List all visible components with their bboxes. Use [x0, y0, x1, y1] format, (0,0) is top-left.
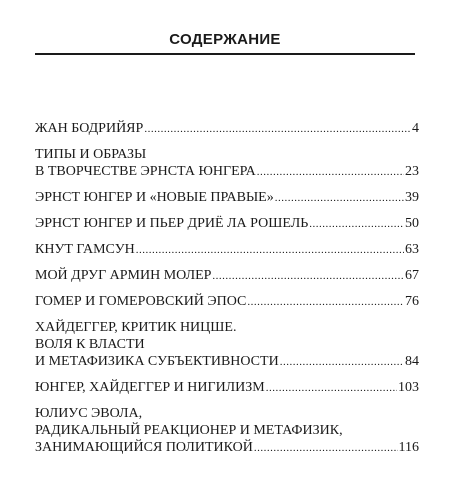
- toc-entry-title-line: В ТВОРЧЕСТВЕ ЭРНСТА ЮНГЕРА: [35, 164, 256, 179]
- toc-entry-title-line: КНУТ ГАМСУН: [35, 242, 135, 257]
- toc-entry-last-line: [35, 215, 419, 233]
- toc-entry-last-line: [35, 293, 419, 311]
- dot-leader: [309, 216, 404, 233]
- toc-entry-last-line: [35, 120, 419, 138]
- toc-entry-title-line: ТИПЫ И ОБРАЗЫ: [35, 147, 147, 162]
- toc-entry-last-line: [35, 189, 419, 207]
- dot-leader: [144, 121, 411, 138]
- toc-entry: [35, 293, 419, 311]
- dot-leader: [275, 190, 404, 207]
- toc-entry-title-line: ЭРНСТ ЮНГЕР И ПЬЕР ДРИЁ ЛА РОШЕЛЬ: [35, 216, 309, 231]
- page-title: СОДЕРЖАНИЕ: [169, 31, 281, 48]
- toc-entry: [35, 267, 419, 285]
- toc-entry-title-line: ЭРНСТ ЮНГЕР И «НОВЫЕ ПРАВЫЕ»: [35, 190, 274, 205]
- toc-entry-title-line: ХАЙДЕГГЕР, КРИТИК НИЦШЕ.: [35, 320, 237, 335]
- title-underline: [35, 53, 415, 55]
- toc-entry-last-line: [35, 163, 419, 181]
- toc-entry-title-line: ГОМЕР И ГОМЕРОВСКИЙ ЭПОС: [35, 294, 247, 309]
- toc-entry: [35, 189, 419, 207]
- toc-entry-title-line: РАДИКАЛЬНЫЙ РЕАКЦИОНЕР И МЕТАФИЗИК,: [35, 423, 343, 438]
- toc-page-number: 67: [405, 268, 419, 283]
- toc-page-number: 103: [398, 380, 419, 395]
- dot-leader: [136, 242, 404, 259]
- dot-leader: [257, 164, 404, 181]
- toc-entry-last-line: [35, 241, 419, 259]
- toc-page-number: 4: [412, 121, 419, 136]
- toc-page-number: 39: [405, 190, 419, 205]
- toc-entry-last-line: [35, 267, 419, 285]
- toc-page-number: 116: [398, 440, 419, 455]
- toc-entry-title-line: МОЙ ДРУГ АРМИН МОЛЕР: [35, 268, 212, 283]
- toc-page-number: 63: [405, 242, 419, 257]
- table-of-contents: [35, 120, 419, 465]
- toc-page-number: 84: [405, 354, 419, 369]
- toc-entry: [35, 241, 419, 259]
- toc-page-number: 23: [405, 164, 419, 179]
- toc-entry-title-line: И МЕТАФИЗИКА СУБЪЕКТИВНОСТИ: [35, 354, 279, 369]
- toc-entry: [35, 319, 419, 371]
- dot-leader: [266, 380, 397, 397]
- toc-entry-last-line: [35, 379, 419, 397]
- toc-entry: [35, 120, 419, 138]
- toc-page-number: 50: [405, 216, 419, 231]
- toc-entry-last-line: [35, 439, 419, 457]
- toc-entry-title-line: ЖАН БОДРИЙЯР: [35, 121, 144, 136]
- toc-entry: [35, 215, 419, 233]
- toc-entry-title-line: ЮНГЕР, ХАЙДЕГГЕР И НИГИЛИЗМ: [35, 380, 265, 395]
- toc-entry-title-line: ВОЛЯ К ВЛАСТИ: [35, 337, 145, 352]
- dot-leader: [280, 354, 404, 371]
- toc-entry: [35, 146, 419, 181]
- dot-leader: [247, 294, 404, 311]
- toc-entry-last-line: [35, 353, 419, 371]
- toc-entry: [35, 379, 419, 397]
- toc-page-number: 76: [405, 294, 419, 309]
- toc-entry: [35, 405, 419, 457]
- dot-leader: [254, 440, 398, 457]
- dot-leader: [212, 268, 404, 285]
- toc-entry-title-line: ЗАНИМАЮЩИЙСЯ ПОЛИТИКОЙ: [35, 440, 253, 455]
- toc-entry-title-line: ЮЛИУС ЭВОЛА,: [35, 406, 143, 421]
